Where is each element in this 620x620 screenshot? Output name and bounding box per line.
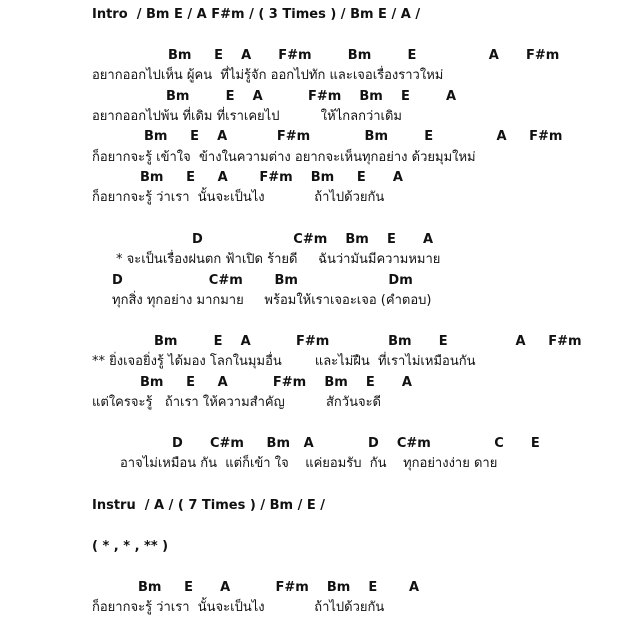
lyric-line: อาจไม่เหมือน กัน แต่ก็เข้า ใจ แค่ยอมรับ กัน ทุกอย่างง่าย ดาย	[120, 456, 498, 471]
lyric-line: อยากออกไปพ้น ที่เดิม ที่เราเคยไป ให้ไกลกว่าเดิม	[92, 109, 403, 124]
lyric-line: ก็อยากจะรู้ ว่าเรา นั้นจะเป็นไง ถ้าไปด้วยกัน	[92, 600, 385, 615]
lyric-line: ทุกสิ่ง ทุกอย่าง มากมาย พร้อมให้เราเจอะเจอ (คำตอบ)	[112, 293, 432, 308]
lyric-line: ก็อยากจะรู้ ว่าเรา นั้นจะเป็นไง ถ้าไปด้วยกัน	[92, 190, 385, 205]
lyric-line: * จะเป็นเรื่องฝนตก ฟ้าเปิด ร้ายดี ฉันว่ามันมีความหมาย	[116, 252, 441, 267]
chord-line: D C#m Bm Dm	[112, 273, 413, 288]
lyric-line: แต่ใครจะรู้ ถ้าเรา ให้ความสำคัญ สักวันจะดี	[92, 395, 382, 410]
chord-line: D C#m Bm E A	[192, 232, 434, 247]
intro-line: Intro / Bm E / A F#m / ( 3 Times ) / Bm E / A /	[92, 7, 421, 22]
repeat-marker: ( * , * , ** )	[92, 539, 169, 554]
chord-line: Bm E A F#m Bm E A F#m	[154, 334, 582, 349]
chord-line: Bm E A F#m Bm E A	[140, 375, 412, 390]
chord-line: Bm E A F#m Bm E A	[166, 89, 457, 104]
chord-line: Bm E A F#m Bm E A	[138, 580, 420, 595]
lyric-line: ** ยิ่งเจอยิ่งรู้ ได้มอง โลกในมุมอื่น และไม่ฝืน ที่เราไม่เหมือนกัน	[92, 354, 476, 369]
chord-line: Bm E A F#m Bm E A F#m	[144, 129, 563, 144]
chord-line: Bm E A F#m Bm E A	[140, 170, 403, 185]
lyric-line: ก็อยากจะรู้ เข้าใจ ข้างในความต่าง อยากจะเห็นทุกอย่าง ด้วยมุมใหม่	[92, 150, 476, 165]
chord-line: Bm E A F#m Bm E A F#m	[168, 48, 560, 63]
chord-line: D C#m Bm A D C#m C E	[172, 436, 540, 451]
instru-line: Instru / A / ( 7 Times ) / Bm / E /	[92, 498, 326, 513]
lyric-line: อยากออกไปเห็น ผู้คน ที่ไม่รู้จัก ออกไปทัก และเจอเรื่องราวใหม่	[92, 68, 444, 83]
